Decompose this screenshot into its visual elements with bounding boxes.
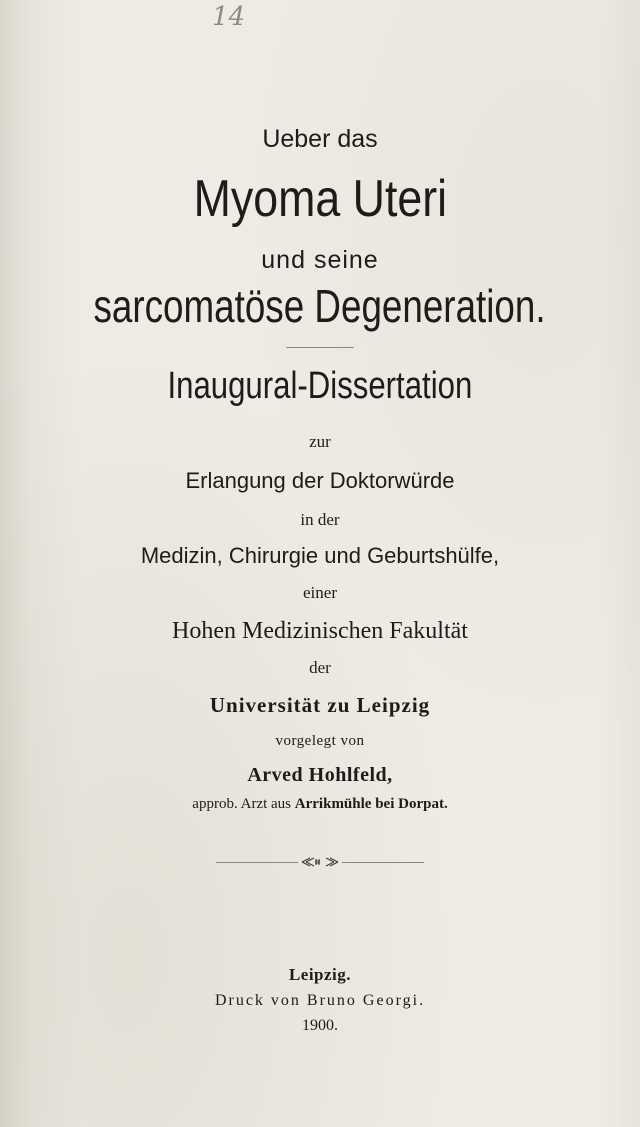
author-info-line — [0, 797, 640, 812]
author-info-prefix: approb. Arzt aus — [192, 796, 292, 812]
author-info-place: Arrikmühle bei Dorpat. — [294, 796, 448, 812]
zur-line — [0, 433, 640, 450]
dissertation-heading: Inaugural-Dissertation — [167, 365, 473, 407]
einer-text: einer — [303, 583, 337, 602]
city-line — [0, 966, 640, 983]
einer-line — [0, 584, 640, 601]
faculty-text: Hohen Medizinischen Fakultät — [172, 618, 468, 644]
in-der-text: in der — [300, 510, 340, 529]
printer-line — [0, 993, 640, 1009]
city-text: Leipzig. — [288, 965, 352, 984]
title-divider — [286, 347, 354, 348]
printer-text: Druck von Bruno Georgi. — [214, 992, 426, 1009]
dissertation-heading-line — [0, 367, 640, 405]
purpose-text: Erlangung der Doktorwürde — [185, 468, 455, 493]
der-text: der — [309, 658, 331, 677]
submitted-by-line — [0, 734, 640, 749]
zur-text: zur — [309, 432, 331, 451]
title-sarcomatose: sarcomatöse Degeneration. — [93, 280, 547, 332]
title-line-2 — [0, 170, 640, 228]
title-line-1 — [0, 127, 640, 152]
fields-text: Medizin, Chirurgie und Geburtshülfe, — [140, 543, 500, 568]
title-ueber-das: Ueber das — [262, 125, 378, 153]
fields-line — [0, 545, 640, 567]
year-text: 1900. — [302, 1017, 338, 1034]
submitted-by-text: vorgelegt von — [275, 733, 365, 749]
ornament-icon — [300, 856, 340, 868]
title-und-seine: und seine — [261, 246, 379, 274]
title-line-4 — [0, 280, 640, 332]
faculty-line — [0, 619, 640, 643]
handwritten-mark: 14 — [212, 2, 246, 32]
der-line — [0, 659, 640, 676]
year-line — [0, 1018, 640, 1034]
author-name: Arved Hohlfeld, — [247, 764, 393, 786]
purpose-line — [0, 470, 640, 492]
title-myoma-uteri: Myoma Uteri — [193, 170, 447, 228]
university-line — [0, 695, 640, 716]
title-line-3 — [0, 248, 640, 273]
university-text: Universität zu Leipzig — [209, 693, 431, 717]
ornament-rule-right — [342, 862, 424, 863]
ornament-rule-left — [216, 862, 298, 863]
author-line — [0, 765, 640, 785]
in-der-line — [0, 511, 640, 528]
